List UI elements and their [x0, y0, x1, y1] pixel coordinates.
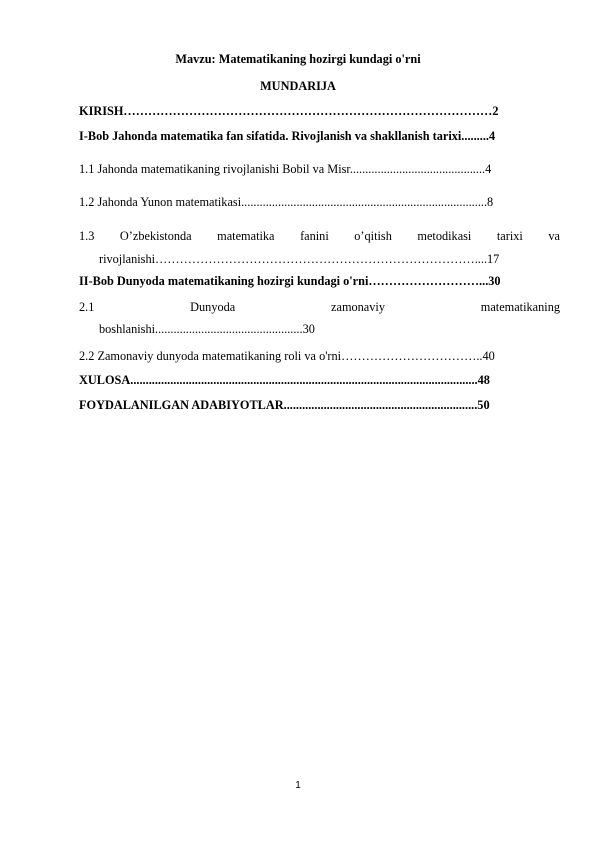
toc-entry-2-1-second-line: boshlanishi................................................30 — [99, 322, 315, 336]
toc-entry-chapter-2: II-Bob Dunyoda matematikaning hozirgi kundagi o'rni………………………...30 — [79, 274, 501, 288]
toc-word: tarixi — [496, 229, 523, 243]
toc-word: o’qitish — [354, 229, 392, 243]
toc-entry-references: FOYDALANILGAN ADABIYOTLAR...............................................................50 — [79, 398, 490, 412]
toc-word: fanini — [300, 229, 329, 243]
toc-entry-kirish: KIRISH………………………………………………………………………………2 — [79, 104, 499, 118]
toc-entry-1-2: 1.2 Jahonda Yunon matematikasi................................................................................8 — [79, 195, 494, 209]
toc-word: 1.3 — [79, 229, 95, 243]
toc-word: zamonaviy — [331, 300, 385, 314]
toc-entry-2-2: 2.2 Zamonaviy dunyoda matematikaning roli va o'rni……………………………..40 — [79, 349, 495, 363]
toc-entry-1-1: 1.1 Jahonda matematikaning rivojlanishi Bobil va Misr............................................4 — [79, 162, 492, 176]
toc-word: 2.1 — [79, 300, 95, 314]
toc-word: va — [548, 229, 560, 243]
contents-heading: MUNDARIJA — [260, 79, 336, 93]
toc-entry-1-3-second-line: rivojlanishi……………………………………………………………………....17 — [99, 252, 500, 266]
toc-entry-xulosa: XULOSA.................................................................................................................48 — [79, 373, 490, 387]
toc-word: O’zbekistonda — [119, 229, 192, 243]
toc-word: matematika — [217, 229, 275, 243]
toc-entry-chapter-1: I-Bob Jahonda matematika fan sifatida. Rivojlanish va shakllanish tarixi.........4 — [79, 129, 496, 143]
toc-entry-1-3-first-line — [79, 229, 560, 244]
document-title: Mavzu: Matematikaning hozirgi kundagi o'rni — [175, 52, 421, 66]
page-number: 1 — [295, 780, 301, 791]
toc-word: Dunyoda — [190, 300, 236, 314]
toc-entry-2-1-first-line — [79, 300, 560, 315]
toc-word: matematikaning — [480, 300, 560, 314]
toc-word: metodikasi — [417, 229, 472, 243]
